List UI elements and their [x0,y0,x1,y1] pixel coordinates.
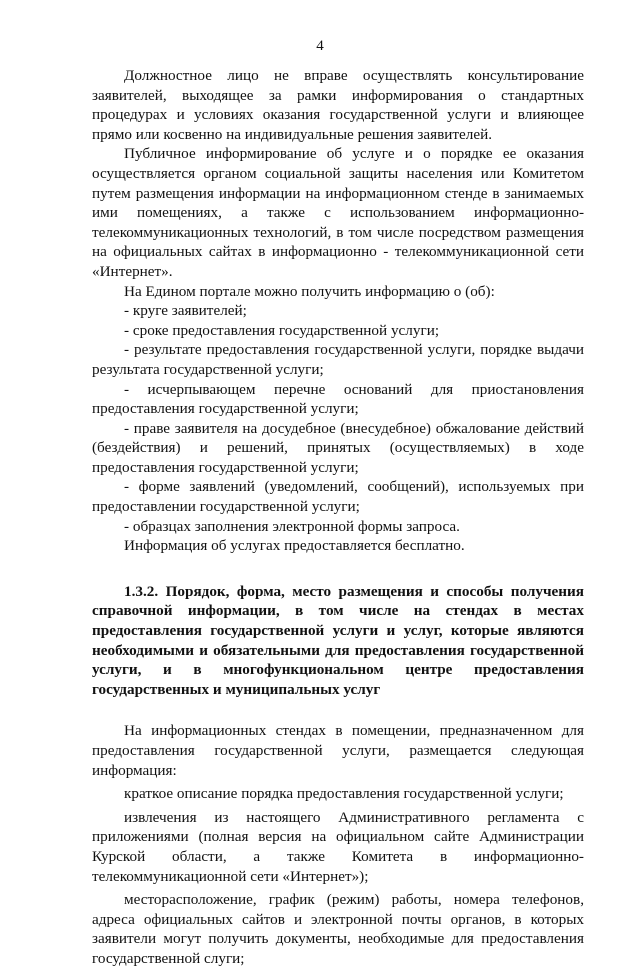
paragraph-portal-intro: На Едином портале можно получить информацию о (об): [124,282,495,300]
list-item: - образцах заполнения электронной формы запроса. [124,517,460,535]
list-item: - праве заявителя на досудебное (внесудебное) обжалование действий (бездействия) и решений, принятых (осуществляемых) в ходе предоставления государственной услуги; [92,419,584,476]
paragraph-consulting-limits: Должностное лицо не вправе осуществлять консультирование заявителей, выходящее за рамки информирования о стандартных процедурах и условиях оказания государственной услуги и влияющее прямо или косвенно на индивидуальные решения заявителей. [92,67,584,143]
list-item: - исчерпывающем перечне оснований для приостановления предоставления государственной услуги; [92,380,584,418]
paragraph-free-note: Информация об услугах предоставляется бесплатно. [124,537,465,555]
page-number: 4 [316,38,324,54]
list-item: - круге заявителей; [124,302,247,320]
paragraph-public-informing: Публичное информирование об услуге и о порядке ее оказания осуществляется органом социальной защиты населения или Комитетом путем размещения информации на информационном стенде в занимаемых ими помещениях, а также с использованием информационно-телекоммуникационных технологий, в том числе посредством размещения на официальных сайтах в информационно - телекоммуникационной сети «Интернет». [92,145,584,280]
document-body [92,66,584,969]
paragraph-stand-intro: На информационных стендах в помещении, предназначенном для предоставления государственной услуги, размещается следующая информация: [92,722,584,779]
section-heading: 1.3.2. Порядок, форма, место размещения и способы получения справочной информации, в том числе на стендах в местах предоставления государственной услуги и услуг, которые являются необходимыми и обязательными для предоставления государственной услуги, и в многофункциональном центре предоставления государственных и муниципальных услуг [92,582,584,698]
list-item: - результате предоставления государственной услуги, порядке выдачи результата государственной услуги; [92,341,584,378]
list-item: - сроке предоставления государственной услуги; [124,321,440,339]
stand-item: месторасположение, график (режим) работы, номера телефонов, адреса официальных сайтов и электронной почты органов, в которых заявители могут получить документы, необходимые для предоставления государственной слуги; [92,891,584,967]
stand-item: извлечения из настоящего Административного регламента с приложениями (полная версия на официальном сайте Администрации Курской области, а также Комитета в информационно-телекоммуникационной сети «Интернет»); [92,808,584,885]
stand-item: краткое описание порядка предоставления государственной услуги; [124,785,564,803]
list-item: - форме заявлений (уведомлений, сообщений), используемых при предоставлении государственной услуги; [92,478,584,516]
